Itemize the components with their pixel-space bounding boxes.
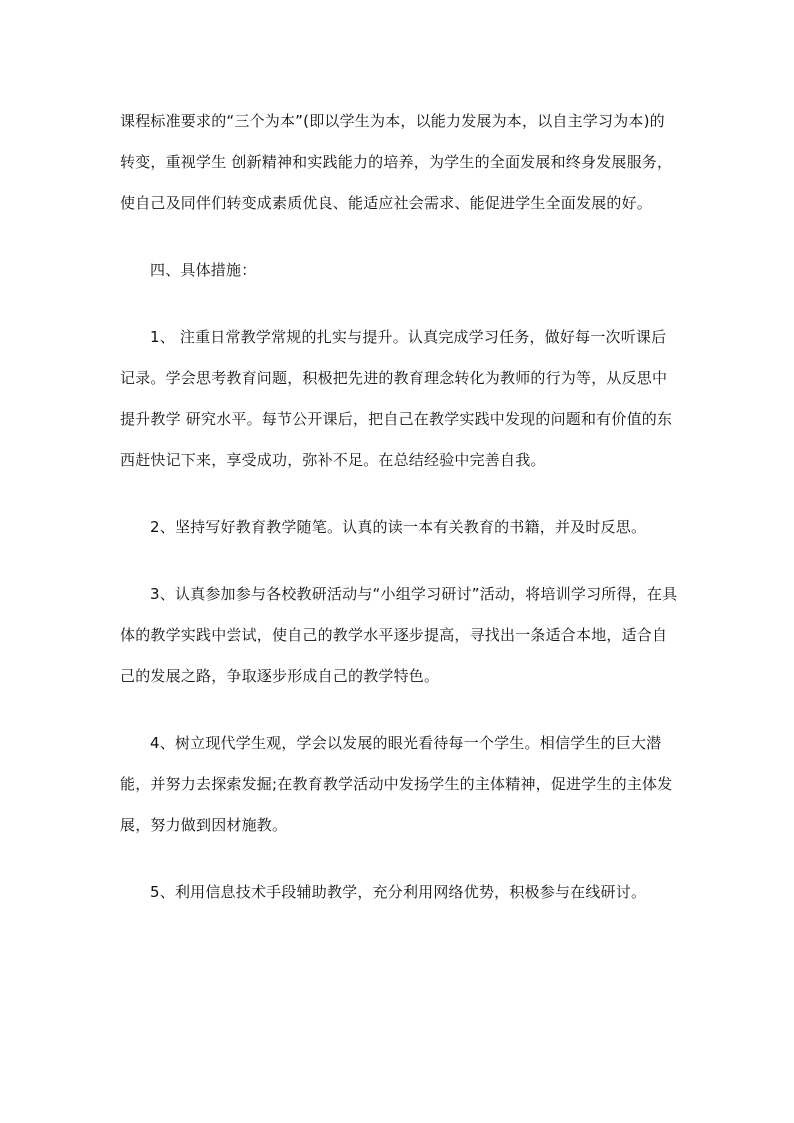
paragraph-gap	[120, 697, 680, 723]
paragraph-gap	[120, 481, 680, 507]
paragraph-measure-5: 5、利用信息技术手段辅助教学，充分利用网络优势，积极参与在线研讨。	[150, 883, 647, 901]
paragraph-measure-4: 4、树立现代学生观，学会以发展的眼光看待每一个学生。相信学生的巨大潜能，并努力去探索发掘;在教育教学活动中发扬学生的主体精神，促进学生的主体发展，努力做到因材施教。	[120, 734, 673, 834]
paragraph-gap	[120, 846, 680, 872]
paragraph-measure-3: 3、认真参加参与各校教研活动与“小组学习研讨”活动，将培训学习所得，在具体的教学实践中尝试，使自己的教学水平逐步提高，寻找出一条适合本地，适合自己的发展之路，争取逐步形成自己的教学特色。	[120, 585, 678, 685]
paragraph-curriculum-standard: 课程标准要求的“三个为本”(即以学生为本，以能力发展为本，以自主学习为本)的转变，重视学生 创新精神和实践能力的培养，为学生的全面发展和终身发展服务，使自己及同伴们转变成素质优良、能适应社会需求、能促进学生全面发展的好。	[120, 112, 673, 212]
paragraph-gap	[120, 291, 680, 317]
paragraph-measure-1: 1、 注重日常教学常规的扎实与提升。认真完成学习任务，做好每一次听课后记录。学会思考教育问题，积极把先进的教育理念转化为教师的行为等，从反思中提升教学 研究水平。每节公开课后，把自己在教学实践中发现的问题和有价值的东西赶快记下来，享受成功，弥补不足。在总结经验中完善自我。	[120, 328, 673, 469]
paragraph-gap	[120, 224, 680, 250]
paragraph-gap	[120, 548, 680, 574]
section-heading-measures: 四、具体措施：	[150, 261, 257, 279]
paragraph-measure-2: 2、坚持写好教育教学随笔。认真的读一本有关教育的书籍，并及时反思。	[150, 518, 647, 536]
document-body	[120, 101, 680, 913]
